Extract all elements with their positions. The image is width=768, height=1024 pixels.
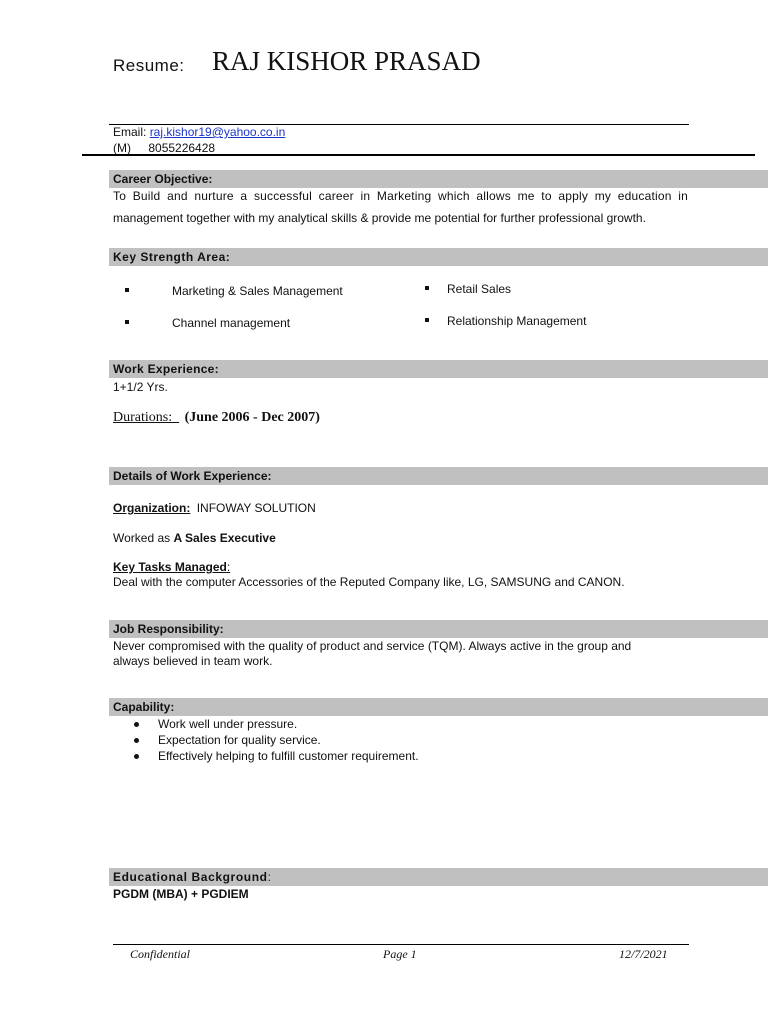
candidate-name: RAJ KISHOR PRASAD xyxy=(212,46,481,76)
bullet-icon xyxy=(125,288,129,292)
career-objective-line-2: management together with my analytical skills & provide me potential for further professional growth. xyxy=(113,211,646,225)
bullet-icon xyxy=(134,754,139,759)
career-objective-heading: Career Objective: xyxy=(109,170,768,188)
footer-rule xyxy=(113,944,689,945)
job-responsibility-line-1: Never compromised with the quality of product and service (TQM). Always active in the group and xyxy=(113,639,632,653)
key-tasks-text: Deal with the computer Accessories of the Reputed Company like, LG, SAMSUNG and CANON. xyxy=(113,575,625,589)
bullet-icon xyxy=(134,722,139,727)
strength-item: Marketing & Sales Management xyxy=(172,284,343,298)
capability-item: Effectively helping to fulfill customer requirement. xyxy=(158,749,419,763)
strength-item: Retail Sales xyxy=(447,282,512,296)
footer-confidential: Confidential xyxy=(130,947,190,961)
resume-label: Resume: xyxy=(113,56,185,75)
worked-as-line xyxy=(113,530,276,546)
email-link[interactable]: raj.kishor19@yahoo.co.in xyxy=(149,125,286,139)
organization-value: INFOWAY SOLUTION xyxy=(196,501,316,515)
work-experience-heading: Work Experience: xyxy=(109,360,768,378)
mobile-label: (M) xyxy=(113,141,131,155)
key-strength-heading: Key Strength Area: xyxy=(109,248,768,266)
career-objective-line-1: To Build and nurture a successful career in Marketing which allows me to apply my education in xyxy=(113,189,688,203)
footer-page-number: Page 1 xyxy=(383,947,417,961)
strength-item: Channel management xyxy=(172,316,291,330)
education-heading-colon: : xyxy=(267,870,272,884)
bullet-icon xyxy=(425,286,429,290)
strength-item: Relationship Management xyxy=(447,314,587,328)
job-responsibility-line-2: always believed in team work. xyxy=(113,654,273,668)
header-bottom-rule xyxy=(82,154,755,156)
durations-line xyxy=(113,410,320,426)
organization-line xyxy=(113,500,316,516)
bullet-icon xyxy=(125,320,129,324)
education-heading xyxy=(109,868,768,886)
bullet-icon xyxy=(425,318,429,322)
education-heading-text: Educational Background xyxy=(113,870,268,884)
durations-value: (June 2006 - Dec 2007) xyxy=(184,410,320,425)
worked-as-prefix: Worked as xyxy=(113,531,171,545)
durations-label: Durations: xyxy=(113,410,173,425)
education-degree: PGDM (MBA) + PGDIEM xyxy=(113,887,249,901)
job-responsibility-heading: Job Responsibility: xyxy=(109,620,768,638)
email-label: Email: xyxy=(113,125,147,139)
mobile-number: 8055226428 xyxy=(148,141,216,155)
key-tasks-label-line xyxy=(113,559,230,575)
key-tasks-colon: : xyxy=(226,560,231,574)
capability-item: Expectation for quality service. xyxy=(158,733,321,747)
footer-date: 12/7/2021 xyxy=(619,947,668,961)
capability-item: Work well under pressure. xyxy=(158,717,298,731)
bullet-icon xyxy=(134,738,139,743)
email-line xyxy=(113,124,285,140)
capability-heading: Capability: xyxy=(109,698,768,716)
details-heading: Details of Work Experience: xyxy=(109,467,768,485)
experience-years: 1+1/2 Yrs. xyxy=(113,380,168,394)
worked-as-role: A Sales Executive xyxy=(173,531,276,545)
organization-label: Organization: xyxy=(113,501,191,515)
key-tasks-label: Key Tasks Managed xyxy=(113,560,227,574)
